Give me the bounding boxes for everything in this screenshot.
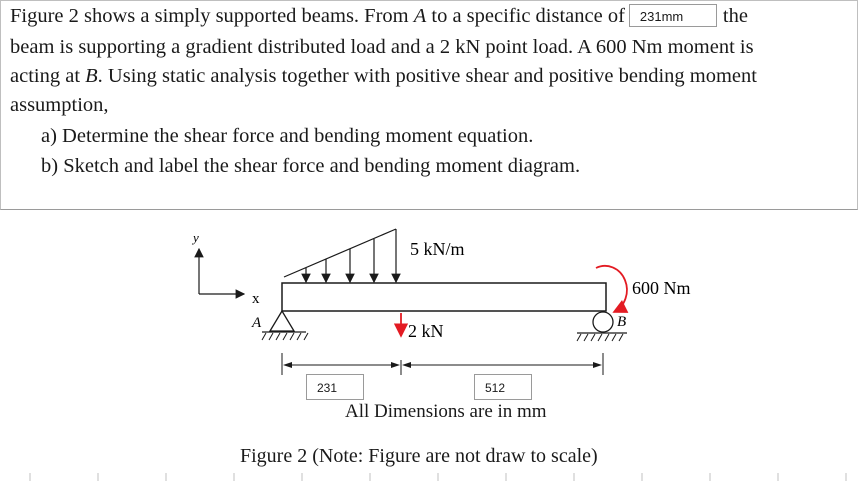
figure-caption: Figure 2 (Note: Figure are not draw to scale)	[240, 445, 598, 467]
axes-icon	[199, 249, 244, 294]
load-label: 5 kN/m	[410, 239, 465, 259]
question-line-1-mid: to a specific distance of	[426, 5, 625, 27]
part-b: b) Sketch and label the shear force and bending moment diagram.	[41, 155, 581, 177]
beam-diagram	[0, 212, 860, 482]
page-ruler-ticks	[0, 472, 860, 482]
beam-figure	[0, 212, 860, 482]
beam	[282, 283, 606, 311]
point-b-ref: B	[85, 65, 98, 87]
moment-label: 600 Nm	[632, 278, 691, 298]
question-line-1	[10, 4, 748, 28]
label-b: B	[617, 314, 627, 330]
dimension-line	[282, 353, 603, 375]
pin-support-a	[262, 311, 308, 340]
distance-input[interactable]: 231mm	[629, 4, 717, 27]
question-line-2: beam is supporting a gradient distributed load and a 2 kN point load. A 600 Nm moment is	[10, 36, 754, 58]
distributed-load	[284, 229, 396, 282]
question-line-3	[10, 64, 757, 88]
question-line-1-end: the	[722, 5, 748, 27]
label-a: A	[252, 315, 262, 331]
question-line-4: assumption,	[10, 94, 109, 116]
question-line-3-end: . Using static analysis together with positive shear and positive bending moment	[97, 65, 757, 87]
point-a-ref: A	[413, 5, 427, 27]
question-line-3-start: acting at	[10, 65, 86, 87]
point-load-label: 2 kN	[408, 321, 444, 341]
part-a: a) Determine the shear force and bending moment equation.	[41, 125, 534, 147]
question-line-1-start: Figure 2 shows a simply supported beams. From	[10, 5, 414, 27]
question-panel	[0, 0, 858, 210]
dimension-input-left[interactable]: 231	[306, 374, 364, 400]
axis-x-label: x	[252, 291, 260, 307]
axis-y-label: y	[193, 230, 199, 245]
dimensions-note: All Dimensions are in mm	[345, 401, 547, 422]
dimension-input-right[interactable]: 512	[474, 374, 532, 400]
